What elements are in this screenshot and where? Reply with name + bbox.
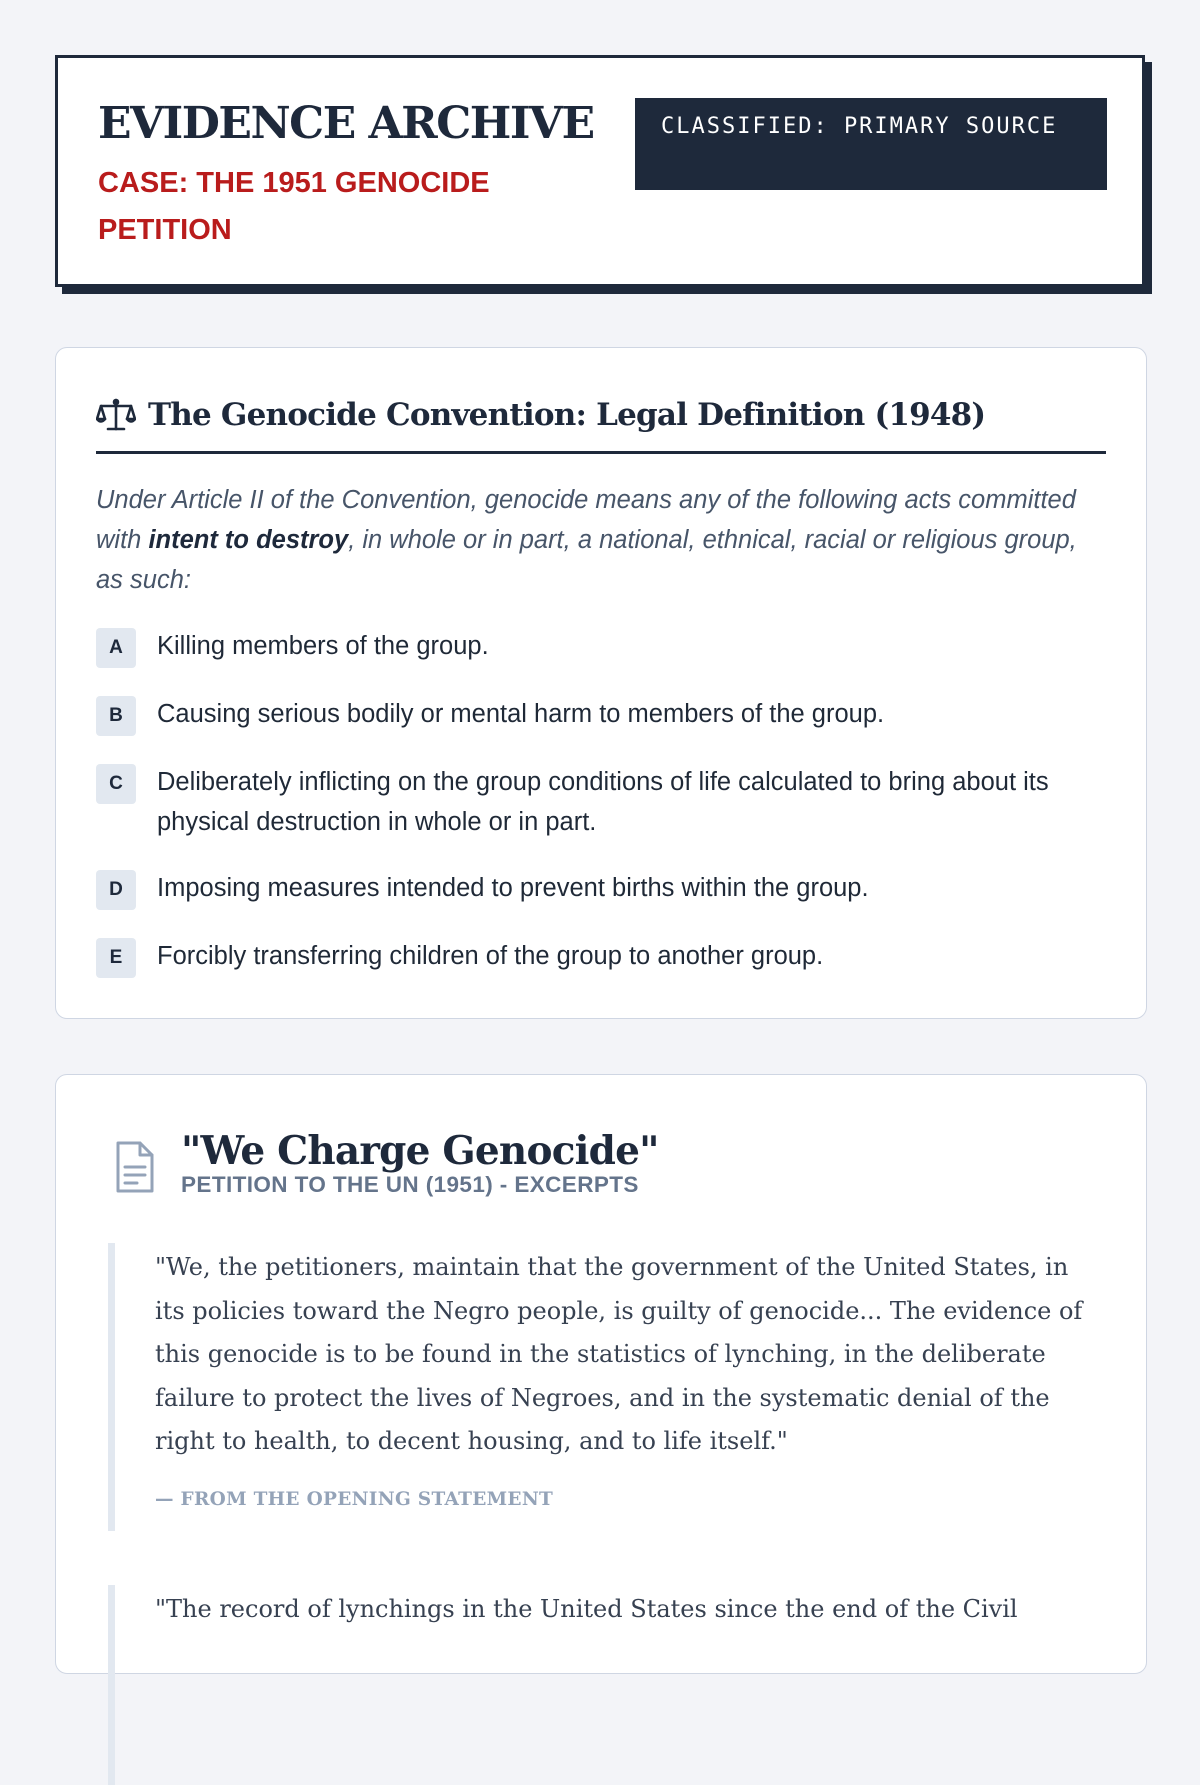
intent-emphasis: intent to destroy	[148, 526, 349, 554]
act-letter-badge: C	[96, 764, 136, 804]
petition-card	[55, 1074, 1147, 1674]
act-letter-badge: A	[96, 628, 136, 668]
act-item	[96, 626, 1106, 668]
act-text: Forcibly transferring children of the group to another group.	[157, 942, 824, 970]
act-item	[96, 694, 1106, 736]
convention-title: The Genocide Convention: Legal Definition (1948)	[148, 397, 986, 433]
petition-quote	[108, 1585, 1098, 1785]
petition-quote	[108, 1243, 1098, 1531]
act-text: Causing serious bodily or mental harm to members of the group.	[157, 700, 885, 728]
petition-title: "We Charge Genocide"	[181, 1128, 659, 1174]
act-item	[96, 762, 1106, 842]
act-item	[96, 936, 1106, 978]
act-item	[96, 868, 1106, 910]
act-letter-badge: D	[96, 870, 136, 910]
quote-text: "We, the petitioners, maintain that the government of the United States, in its policies toward the Negro people, is guilty of genocide... The evidence of this genocide is to be found in the statistics of lynching, in the deliberate failure to protect the lives of Negroes, and in the systematic denial of the right to health, to decent housing, and to life itself."	[155, 1253, 1083, 1455]
convention-card	[55, 347, 1147, 1019]
quote-source: — FROM THE OPENING STATEMENT	[155, 1489, 554, 1510]
document-icon	[113, 1141, 155, 1193]
petition-subtitle: PETITION TO THE UN (1951) - EXCERPTS	[181, 1172, 639, 1197]
convention-header	[96, 393, 1106, 454]
act-letter-badge: E	[96, 938, 136, 978]
case-title: CASE: THE 1951 GENOCIDE PETITION	[98, 167, 490, 246]
act-text: Killing members of the group.	[157, 632, 489, 660]
archive-title: EVIDENCE ARCHIVE	[98, 98, 594, 149]
convention-intro: Under Article II of the Convention, genocide means any of the following acts committed with intent to destroy, in whole or in part, a national, ethnical, racial or religious group, as such:	[96, 486, 1077, 594]
act-text: Imposing measures intended to prevent births within the group.	[157, 874, 869, 902]
genocide-acts-list	[96, 626, 1106, 1004]
act-text: Deliberately inflicting on the group conditions of life calculated to bring about its physical destruction in whole or in part.	[157, 768, 1049, 836]
scale-icon	[96, 397, 136, 433]
act-letter-badge: B	[96, 696, 136, 736]
archive-header	[55, 55, 1145, 287]
quote-text: "The record of lynchings in the United States since the end of the Civil	[155, 1595, 1018, 1623]
classification-badge: CLASSIFIED: PRIMARY SOURCE	[635, 98, 1107, 190]
